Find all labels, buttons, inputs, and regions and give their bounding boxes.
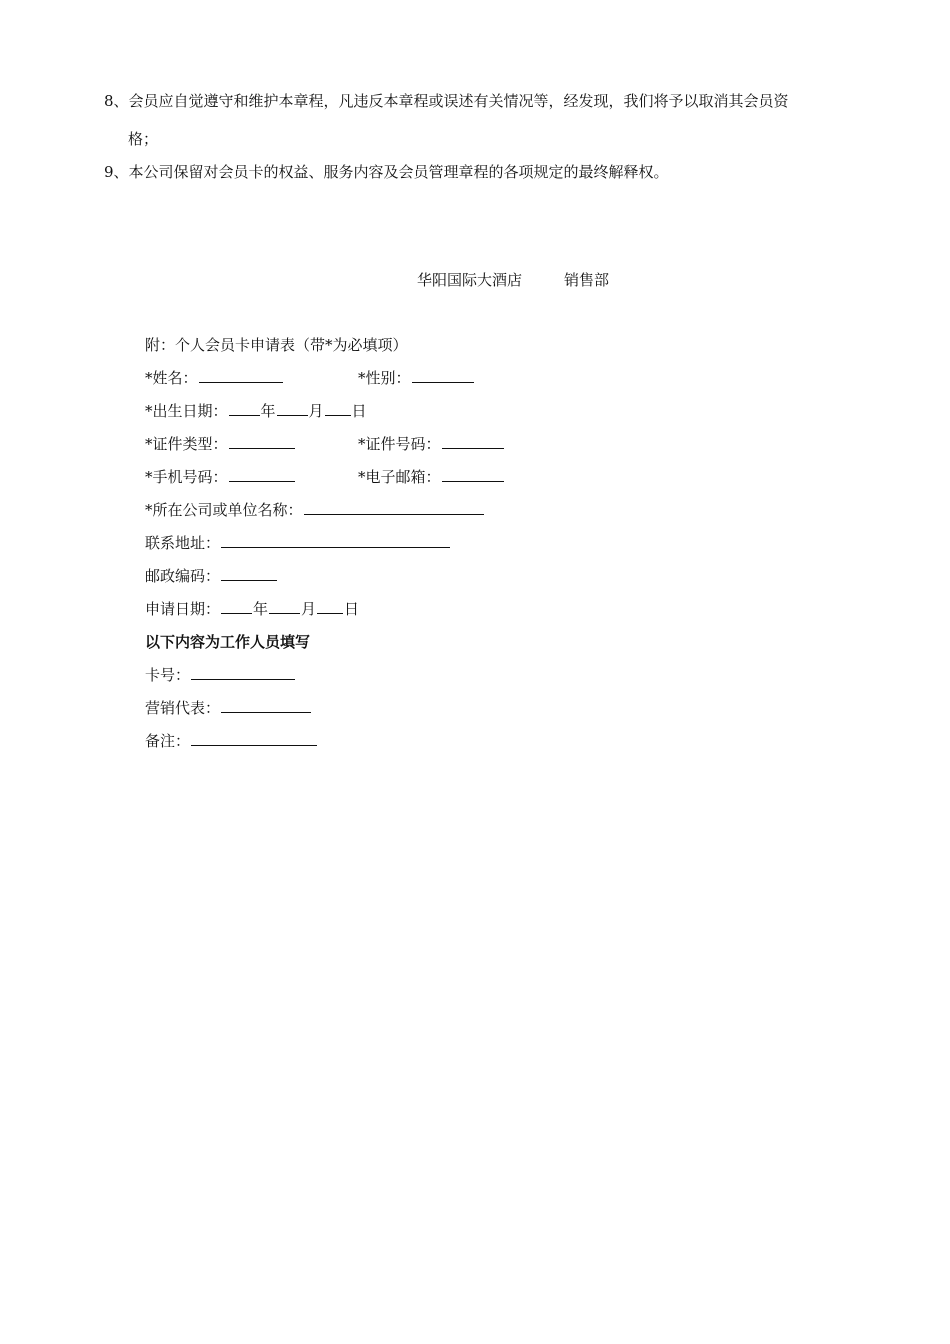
gender-label: *性别： xyxy=(358,369,411,387)
birth-day-input-line[interactable] xyxy=(325,400,351,416)
sales-rep-input-line[interactable] xyxy=(221,697,311,713)
mobile-label: *手机号码： xyxy=(145,468,228,486)
signature-department: 销售部 xyxy=(564,271,610,289)
signature-hotel-name: 华阳国际大酒店 xyxy=(417,271,523,289)
postcode-row xyxy=(145,565,278,586)
staff-section-heading: 以下内容为工作人员填写 xyxy=(145,633,311,651)
rule-item-8-line-2: 格； xyxy=(128,130,159,148)
id-type-row xyxy=(145,433,296,454)
remarks-label: 备注： xyxy=(145,732,191,750)
name-field-row xyxy=(145,367,284,388)
apply-year-input-line[interactable] xyxy=(221,598,252,614)
card-number-label: 卡号： xyxy=(145,666,191,684)
apply-day-input-line[interactable] xyxy=(317,598,343,614)
address-row xyxy=(145,532,451,553)
birth-date-row xyxy=(145,400,367,421)
id-number-input-line[interactable] xyxy=(442,433,504,449)
card-number-input-line[interactable] xyxy=(191,664,295,680)
apply-year-unit: 年 xyxy=(253,600,269,618)
mobile-input-line[interactable] xyxy=(229,466,295,482)
sales-rep-row xyxy=(145,697,312,718)
birth-year-unit: 年 xyxy=(260,402,276,420)
postcode-label: 邮政编码： xyxy=(145,567,221,585)
birth-month-input-line[interactable] xyxy=(277,400,308,416)
birth-year-input-line[interactable] xyxy=(229,400,260,416)
form-title: 附：个人会员卡申请表（带*为必填项） xyxy=(145,336,408,354)
name-label: *姓名： xyxy=(145,369,198,387)
name-input-line[interactable] xyxy=(199,367,283,383)
remarks-input-line[interactable] xyxy=(191,730,317,746)
sales-rep-label: 营销代表： xyxy=(145,699,221,717)
birth-day-unit: 日 xyxy=(351,402,367,420)
apply-month-unit: 月 xyxy=(301,600,317,618)
address-input-line[interactable] xyxy=(221,532,450,548)
company-row xyxy=(145,499,485,520)
apply-day-unit: 日 xyxy=(344,600,360,618)
apply-date-row xyxy=(145,598,359,619)
email-row xyxy=(358,466,505,487)
apply-date-label: 申请日期： xyxy=(145,600,221,618)
postcode-input-line[interactable] xyxy=(221,565,277,581)
id-type-label: *证件类型： xyxy=(145,435,228,453)
mobile-row xyxy=(145,466,296,487)
company-input-line[interactable] xyxy=(304,499,484,515)
id-number-label: *证件号码： xyxy=(358,435,441,453)
rule-item-9: 9、本公司保留对会员卡的权益、服务内容及会员管理章程的各项规定的最终解释权。 xyxy=(104,163,669,181)
card-number-row xyxy=(145,664,296,685)
email-input-line[interactable] xyxy=(442,466,504,482)
remarks-row xyxy=(145,730,318,751)
rule-item-8-line-1: 8、会员应自觉遵守和维护本章程，凡违反本章程或误述有关情况等，经发现，我们将予以取消其会员资 xyxy=(104,92,789,110)
address-label: 联系地址： xyxy=(145,534,221,552)
birth-date-label: *出生日期： xyxy=(145,402,228,420)
email-label: *电子邮箱： xyxy=(358,468,441,486)
id-type-input-line[interactable] xyxy=(229,433,295,449)
apply-month-input-line[interactable] xyxy=(269,598,300,614)
id-number-row xyxy=(358,433,505,454)
gender-field-row xyxy=(358,367,475,388)
gender-input-line[interactable] xyxy=(412,367,474,383)
birth-month-unit: 月 xyxy=(308,402,324,420)
company-label: *所在公司或单位名称： xyxy=(145,501,303,519)
